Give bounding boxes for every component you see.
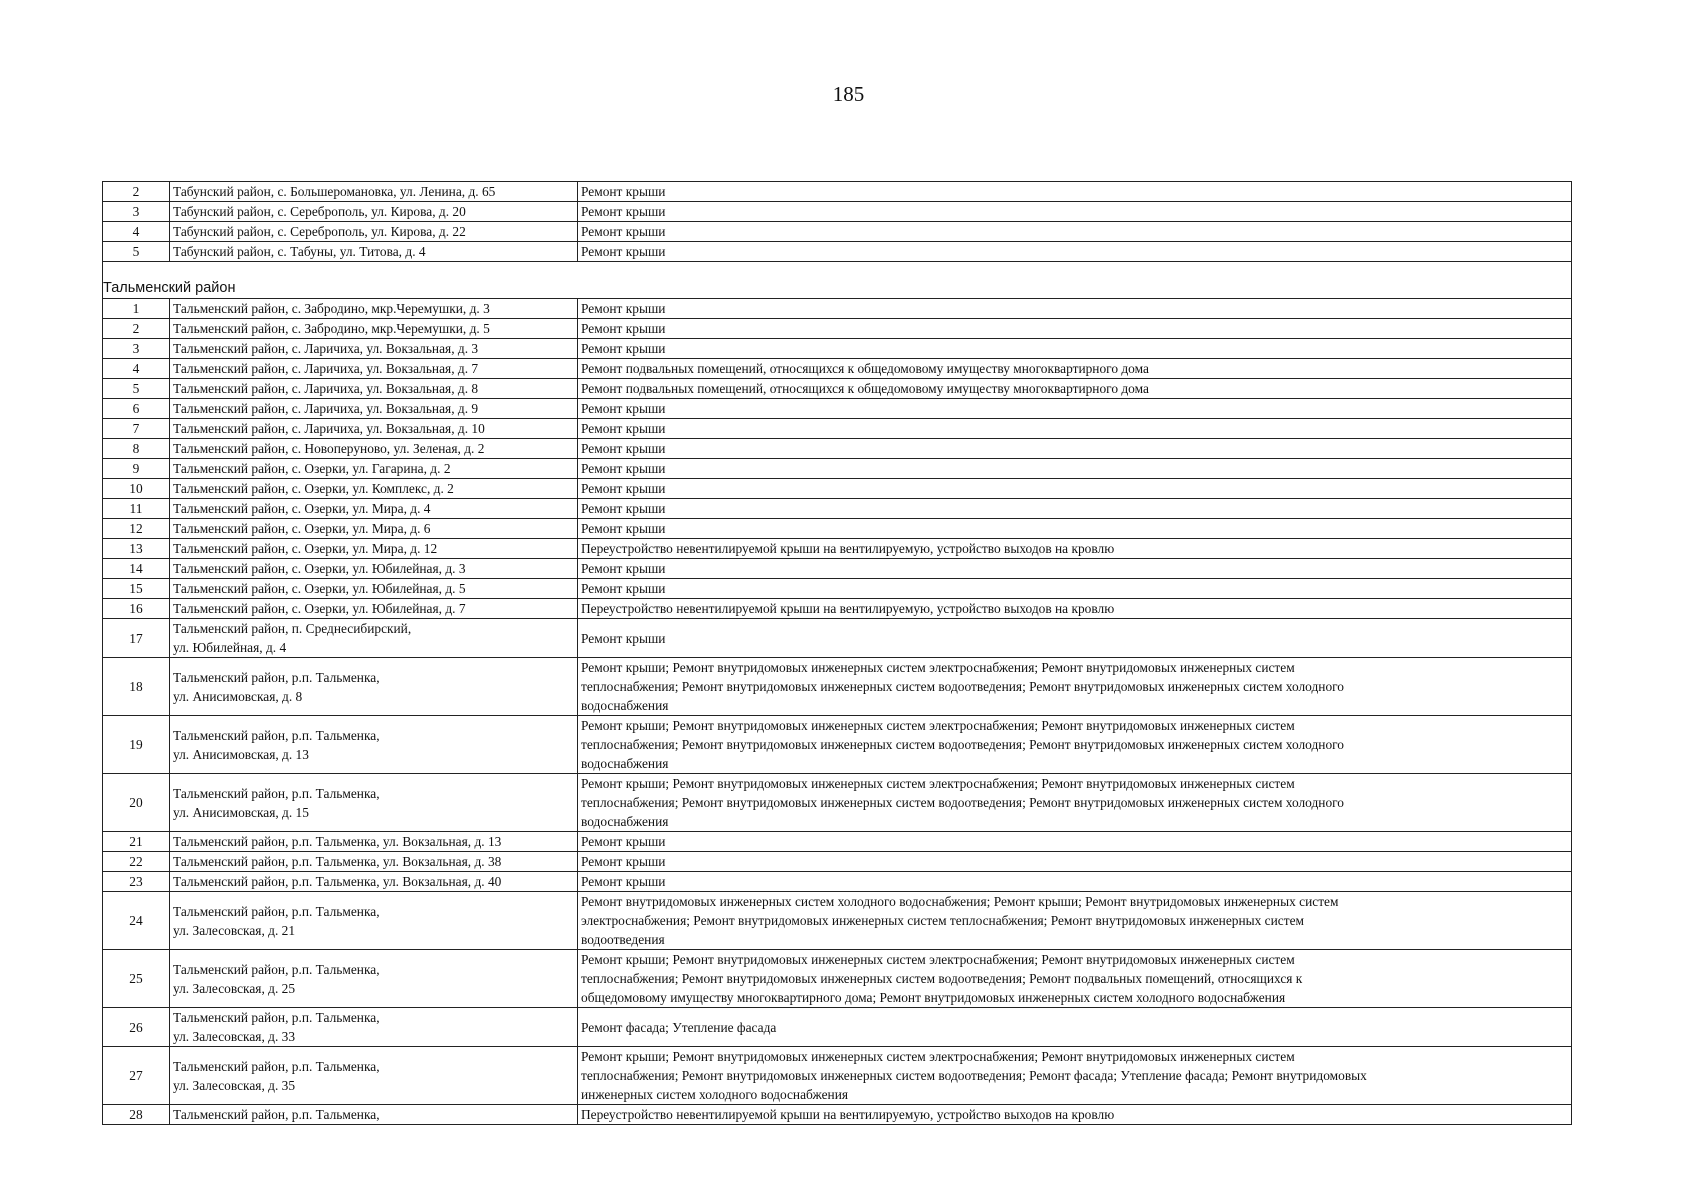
table-row (103, 950, 1572, 1008)
table-row (103, 459, 1572, 479)
table-row (103, 479, 1572, 499)
address-cell: Тальменский район, с. Озерки, ул. Мира, д. 12 (170, 539, 578, 559)
work-type-cell: Ремонт крыши (578, 479, 1572, 499)
table-row (103, 359, 1572, 379)
row-number-cell: 4 (103, 222, 170, 242)
work-type-cell: Ремонт крыши; Ремонт внутридомовых инженерных систем электроснабжения; Ремонт внутридомовых инженерных систем теплоснабжения; Ремонт внутридомовых инженерных систем водоотведения; Ремонт внутридомовых инженерных систем холодного водоснабжения (578, 658, 1572, 716)
address-cell: Тальменский район, р.п. Тальменка, ул. Залесовская, д. 33 (170, 1008, 578, 1047)
table-row (103, 774, 1572, 832)
address-cell: Тальменский район, с. Озерки, ул. Юбилейная, д. 7 (170, 599, 578, 619)
work-type-cell: Ремонт крыши (578, 319, 1572, 339)
work-type-cell: Ремонт крыши; Ремонт внутридомовых инженерных систем электроснабжения; Ремонт внутридомовых инженерных систем теплоснабжения; Ремонт внутридомовых инженерных систем водоотведения; Ремонт подвальных помещений, относящихся к общедомовому имуществу многоквартирного дома; Ремонт внутридомовых инженерных систем холодного водоснабжения (578, 950, 1572, 1008)
address-cell: Табунский район, с. Табуны, ул. Титова, д. 4 (170, 242, 578, 262)
work-type-cell: Ремонт крыши (578, 852, 1572, 872)
address-cell: Тальменский район, п. Среднесибирский, ул. Юбилейная, д. 4 (170, 619, 578, 658)
row-number-cell: 22 (103, 852, 170, 872)
page-number: 185 (832, 82, 865, 106)
table-row (103, 339, 1572, 359)
row-number-cell: 5 (103, 379, 170, 399)
table-row (103, 519, 1572, 539)
table-row (103, 852, 1572, 872)
row-number-cell: 1 (103, 299, 170, 319)
row-number-cell: 26 (103, 1008, 170, 1047)
district-header-row (103, 278, 1572, 299)
row-number-cell: 4 (103, 359, 170, 379)
row-number-cell: 8 (103, 439, 170, 459)
work-type-cell: Ремонт крыши; Ремонт внутридомовых инженерных систем электроснабжения; Ремонт внутридомовых инженерных систем теплоснабжения; Ремонт внутридомовых инженерных систем водоотведения; Ремонт фасада; Утепление фасада; Ремонт внутридомовых инженерных систем холодного водоснабжения (578, 1047, 1572, 1105)
address-cell: Тальменский район, с. Озерки, ул. Юбилейная, д. 3 (170, 559, 578, 579)
address-cell: Тальменский район, р.п. Тальменка, (170, 1105, 578, 1125)
row-number-cell: 3 (103, 202, 170, 222)
table-row (103, 1047, 1572, 1105)
address-cell: Тальменский район, с. Озерки, ул. Юбилейная, д. 5 (170, 579, 578, 599)
address-cell: Тальменский район, р.п. Тальменка, ул. Залесовская, д. 35 (170, 1047, 578, 1105)
work-type-cell: Ремонт крыши (578, 399, 1572, 419)
row-number-cell: 24 (103, 892, 170, 950)
work-type-cell: Ремонт крыши (578, 222, 1572, 242)
address-cell: Тальменский район, с. Ларичиха, ул. Вокзальная, д. 8 (170, 379, 578, 399)
table-row (103, 1105, 1572, 1125)
row-number-cell: 12 (103, 519, 170, 539)
address-cell: Тальменский район, с. Озерки, ул. Гагарина, д. 2 (170, 459, 578, 479)
address-cell: Тальменский район, р.п. Тальменка, ул. Вокзальная, д. 38 (170, 852, 578, 872)
table-row (103, 1008, 1572, 1047)
row-number-cell: 23 (103, 872, 170, 892)
address-cell: Тальменский район, р.п. Тальменка, ул. Залесовская, д. 25 (170, 950, 578, 1008)
row-number-cell: 9 (103, 459, 170, 479)
register-body (103, 182, 1572, 1125)
table-row (103, 619, 1572, 658)
repair-register-table (102, 181, 1572, 1125)
row-number-cell: 18 (103, 658, 170, 716)
address-cell: Тальменский район, с. Озерки, ул. Мира, д. 4 (170, 499, 578, 519)
spacer-row (103, 262, 1572, 279)
table-row (103, 399, 1572, 419)
address-cell: Тальменский район, с. Забродино, мкр.Черемушки, д. 5 (170, 319, 578, 339)
table-row (103, 559, 1572, 579)
row-number-cell: 13 (103, 539, 170, 559)
work-type-cell: Ремонт крыши (578, 202, 1572, 222)
work-type-cell: Переустройство невентилируемой крыши на вентилируемую, устройство выходов на кровлю (578, 1105, 1572, 1125)
work-type-cell: Ремонт крыши; Ремонт внутридомовых инженерных систем электроснабжения; Ремонт внутридомовых инженерных систем теплоснабжения; Ремонт внутридомовых инженерных систем водоотведения; Ремонт внутридомовых инженерных систем холодного водоснабжения (578, 774, 1572, 832)
row-number-cell: 28 (103, 1105, 170, 1125)
row-number-cell: 2 (103, 182, 170, 202)
work-type-cell: Ремонт крыши (578, 459, 1572, 479)
work-type-cell: Переустройство невентилируемой крыши на вентилируемую, устройство выходов на кровлю (578, 539, 1572, 559)
row-number-cell: 19 (103, 716, 170, 774)
work-type-cell: Ремонт крыши (578, 872, 1572, 892)
table-row (103, 202, 1572, 222)
work-type-cell: Ремонт внутридомовых инженерных систем холодного водоснабжения; Ремонт крыши; Ремонт внутридомовых инженерных систем электроснабжения; Ремонт внутридомовых инженерных систем теплоснабжения; Ремонт внутридомовых инженерных систем водоотведения (578, 892, 1572, 950)
table-row (103, 182, 1572, 202)
row-number-cell: 17 (103, 619, 170, 658)
address-cell: Тальменский район, р.п. Тальменка, ул. Анисимовская, д. 8 (170, 658, 578, 716)
table-row (103, 832, 1572, 852)
work-type-cell: Ремонт крыши (578, 419, 1572, 439)
table-row (103, 319, 1572, 339)
work-type-cell: Ремонт крыши (578, 832, 1572, 852)
work-type-cell: Ремонт подвальных помещений, относящихся к общедомовому имуществу многоквартирного дома (578, 359, 1572, 379)
table-row (103, 892, 1572, 950)
table-row (103, 579, 1572, 599)
work-type-cell: Ремонт крыши (578, 339, 1572, 359)
table-row (103, 242, 1572, 262)
address-cell: Тальменский район, с. Новоперуново, ул. Зеленая, д. 2 (170, 439, 578, 459)
work-type-cell: Ремонт крыши (578, 299, 1572, 319)
address-cell: Тальменский район, с. Ларичиха, ул. Вокзальная, д. 10 (170, 419, 578, 439)
row-number-cell: 3 (103, 339, 170, 359)
row-number-cell: 11 (103, 499, 170, 519)
row-number-cell: 5 (103, 242, 170, 262)
row-number-cell: 16 (103, 599, 170, 619)
address-cell: Тальменский район, с. Забродино, мкр.Черемушки, д. 3 (170, 299, 578, 319)
spacer-cell (103, 262, 1572, 279)
table-row (103, 539, 1572, 559)
address-cell: Тальменский район, р.п. Тальменка, ул. Залесовская, д. 21 (170, 892, 578, 950)
address-cell: Табунский район, с. Большеромановка, ул. Ленина, д. 65 (170, 182, 578, 202)
table-row (103, 499, 1572, 519)
table-row (103, 222, 1572, 242)
row-number-cell: 2 (103, 319, 170, 339)
address-cell: Тальменский район, р.п. Тальменка, ул. Вокзальная, д. 13 (170, 832, 578, 852)
address-cell: Тальменский район, с. Ларичиха, ул. Вокзальная, д. 3 (170, 339, 578, 359)
work-type-cell: Ремонт крыши (578, 439, 1572, 459)
address-cell: Тальменский район, р.п. Тальменка, ул. Анисимовская, д. 13 (170, 716, 578, 774)
address-cell: Тальменский район, с. Ларичиха, ул. Вокзальная, д. 7 (170, 359, 578, 379)
work-type-cell: Ремонт крыши (578, 579, 1572, 599)
row-number-cell: 10 (103, 479, 170, 499)
work-type-cell: Ремонт крыши (578, 242, 1572, 262)
work-type-cell: Переустройство невентилируемой крыши на вентилируемую, устройство выходов на кровлю (578, 599, 1572, 619)
work-type-cell: Ремонт крыши (578, 499, 1572, 519)
table-row (103, 716, 1572, 774)
address-cell: Тальменский район, р.п. Тальменка, ул. Вокзальная, д. 40 (170, 872, 578, 892)
work-type-cell: Ремонт крыши (578, 619, 1572, 658)
row-number-cell: 14 (103, 559, 170, 579)
work-type-cell: Ремонт фасада; Утепление фасада (578, 1008, 1572, 1047)
row-number-cell: 15 (103, 579, 170, 599)
address-cell: Тальменский район, с. Ларичиха, ул. Вокзальная, д. 9 (170, 399, 578, 419)
table-row (103, 599, 1572, 619)
table-row (103, 872, 1572, 892)
table-row (103, 439, 1572, 459)
address-cell: Табунский район, с. Сереброполь, ул. Кирова, д. 22 (170, 222, 578, 242)
district-title: Тальменский район (103, 278, 1572, 299)
work-type-cell: Ремонт крыши (578, 182, 1572, 202)
address-cell: Тальменский район, с. Озерки, ул. Мира, д. 6 (170, 519, 578, 539)
table-row (103, 299, 1572, 319)
row-number-cell: 21 (103, 832, 170, 852)
work-type-cell: Ремонт крыши; Ремонт внутридомовых инженерных систем электроснабжения; Ремонт внутридомовых инженерных систем теплоснабжения; Ремонт внутридомовых инженерных систем водоотведения; Ремонт внутридомовых инженерных систем холодного водоснабжения (578, 716, 1572, 774)
row-number-cell: 27 (103, 1047, 170, 1105)
work-type-cell: Ремонт подвальных помещений, относящихся к общедомовому имуществу многоквартирного дома (578, 379, 1572, 399)
address-cell: Тальменский район, с. Озерки, ул. Комплекс, д. 2 (170, 479, 578, 499)
row-number-cell: 6 (103, 399, 170, 419)
table-row (103, 658, 1572, 716)
table-row (103, 419, 1572, 439)
row-number-cell: 25 (103, 950, 170, 1008)
work-type-cell: Ремонт крыши (578, 519, 1572, 539)
table-row (103, 379, 1572, 399)
row-number-cell: 20 (103, 774, 170, 832)
row-number-cell: 7 (103, 419, 170, 439)
address-cell: Тальменский район, р.п. Тальменка, ул. Анисимовская, д. 15 (170, 774, 578, 832)
address-cell: Табунский район, с. Сереброполь, ул. Кирова, д. 20 (170, 202, 578, 222)
work-type-cell: Ремонт крыши (578, 559, 1572, 579)
